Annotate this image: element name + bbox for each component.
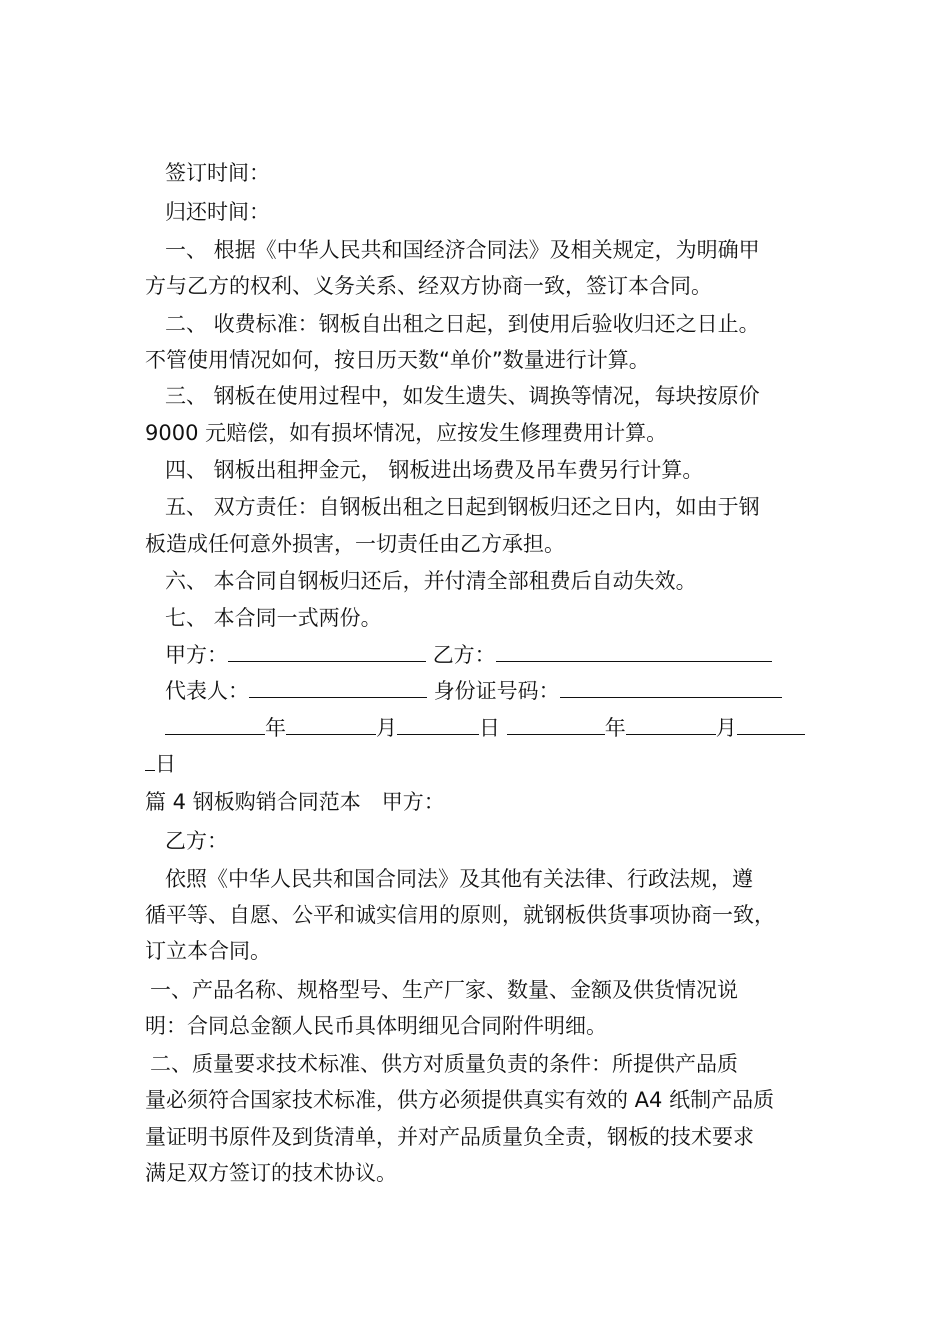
return-date-line: 归还时间： <box>165 200 270 224</box>
date-row <box>165 710 805 746</box>
date-row-continued <box>145 746 176 782</box>
month-label: 月 <box>715 716 737 740</box>
year-label: 年 <box>604 716 626 740</box>
clause-3-line-2: 9000 元赔偿，如有损坏情况，应按发生修理费用计算。 <box>145 421 668 445</box>
quality-clause-line-4: 满足双方签订的技术协议。 <box>145 1161 397 1185</box>
preamble-line-2: 循平等、自愿、公平和诚实信用的原则，就钢板供货事项协商一致， <box>145 903 775 927</box>
product-clause-line-2: 明：合同总金额人民币具体明细见合同附件明细。 <box>145 1014 607 1038</box>
preamble-line-3: 订立本合同。 <box>145 939 271 963</box>
clause-4-line: 四、 钢板出租押金元， 钢板进出场费及吊车费另行计算。 <box>165 458 704 482</box>
clause-1-line-2: 方与乙方的权利、义务关系、经双方协商一致，签订本合同。 <box>145 274 712 298</box>
clause-2-line-2: 不管使用情况如何，按日历天数“单价”数量进行计算。 <box>145 348 650 372</box>
party-a-label: 甲方： <box>165 643 228 667</box>
id-number-blank <box>560 675 782 698</box>
clause-5-line-2: 板造成任何意外损害，一切责任由乙方承担。 <box>145 532 565 556</box>
clause-1-line-1: 一、 根据《中华人民共和国经济合同法》及相关规定，为明确甲 <box>165 238 760 262</box>
id-number-label: 身份证号码： <box>433 679 560 703</box>
representative-row <box>165 673 782 709</box>
party-b-label: 乙方： <box>432 643 496 667</box>
clause-3-line-1: 三、 钢板在使用过程中，如发生遗失、调换等情况，每块按原价 <box>165 384 760 408</box>
clause-5-line-1: 五、 双方责任：自钢板出租之日起到钢板归还之日内，如由于钢 <box>165 495 760 519</box>
clause-7-line: 七、 本合同一式两份。 <box>165 606 382 630</box>
year-label: 年 <box>265 716 286 740</box>
quality-clause-line-3: 量证明书原件及到货清单，并对产品质量负全责，钢板的技术要求 <box>145 1125 754 1149</box>
section-4-heading: 篇 4 钢板购销合同范本 甲方： <box>145 790 445 814</box>
quality-clause-line-1: 二、质量要求技术标准、供方对质量负责的条件：所提供产品质 <box>150 1052 738 1076</box>
party-b-blank <box>496 639 772 662</box>
clause-2-line-1: 二、 收费标准：钢板自出租之日起，到使用后验收归还之日止。 <box>165 312 760 336</box>
representative-blank <box>249 675 427 698</box>
party-signature-row <box>165 637 772 673</box>
month-label: 月 <box>376 716 397 740</box>
representative-label: 代表人： <box>165 679 249 703</box>
day-label: 日 <box>155 752 176 776</box>
sign-date-line: 签订时间： <box>165 161 270 185</box>
quality-clause-line-2: 量必须符合国家技术标准，供方必须提供真实有效的 A4 纸制产品质 <box>145 1088 775 1112</box>
party-b-line: 乙方： <box>165 829 228 853</box>
clause-6-line: 六、 本合同自钢板归还后，并付清全部租费后自动失效。 <box>165 569 697 593</box>
day-label: 日 <box>479 716 500 740</box>
preamble-line-1: 依照《中华人民共和国合同法》及其他有关法律、行政法规，遵 <box>165 867 753 891</box>
party-a-blank <box>228 639 426 662</box>
product-clause-line-1: 一、产品名称、规格型号、生产厂家、数量、金额及供货情况说 <box>150 978 738 1002</box>
